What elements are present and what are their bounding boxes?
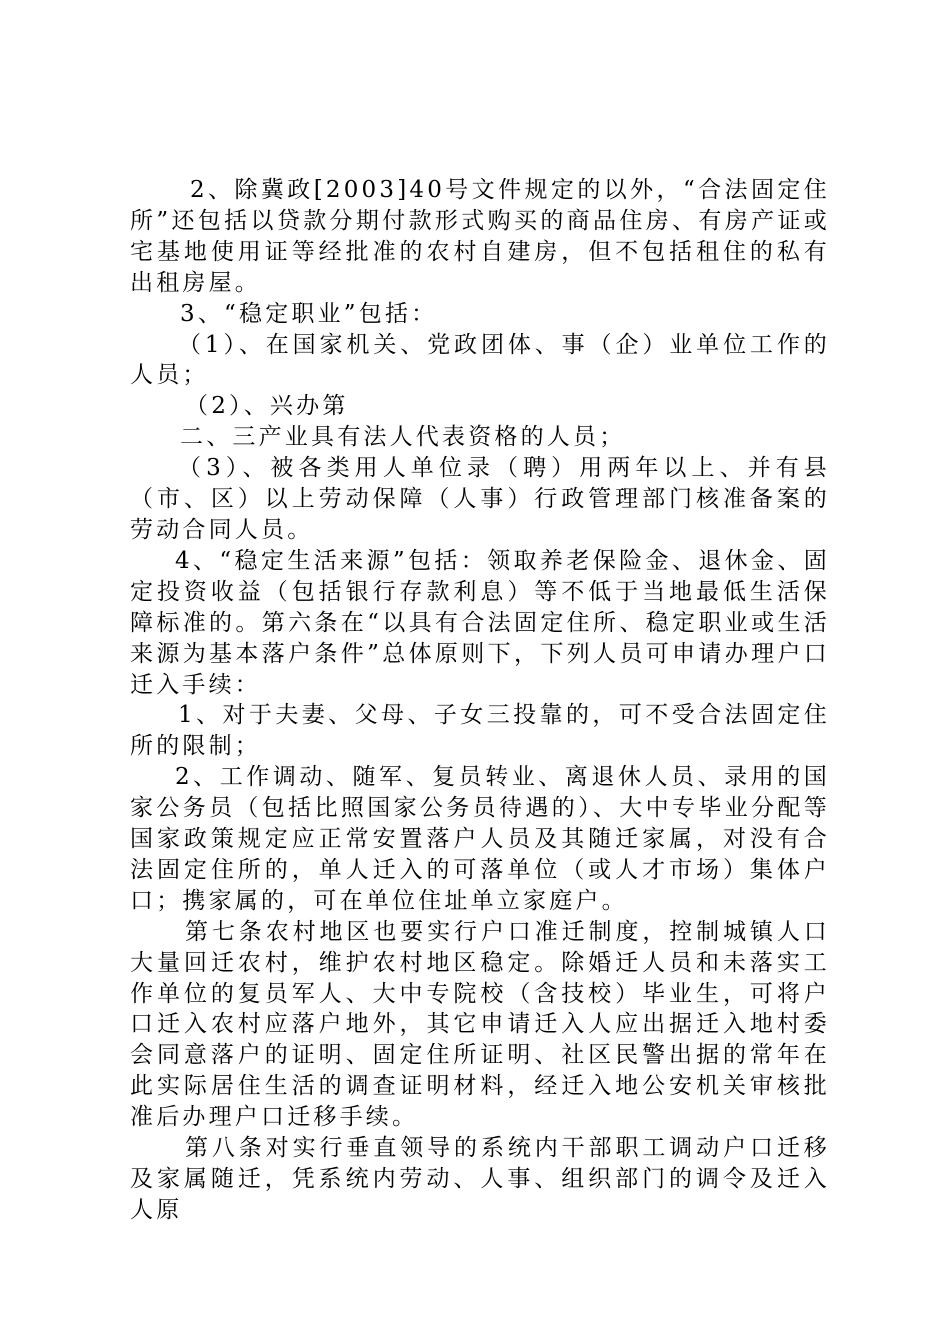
paragraph-stable-job-heading: 3、“稳定职业”包括： xyxy=(180,300,438,327)
paragraph-stable-job-item-2-cont: 二、三产业具有法人代表资格的人员； xyxy=(180,424,626,451)
paragraph-article6-item-2: 2、工作调动、随军、复员转业、离退休人员、录用的国家公务员（包括比照国家公务员待遇的）、大中专毕业分配等国家政策规定应正常安置落户人员及其随迁家属，对没有合法固定住所的，单人迁入的可落单位（或人才市场）集体户口；携家属的，可在单位住址单立家庭户。 xyxy=(130,764,830,914)
paragraph-stable-job-item-1: （1）、在国家机关、党政团体、事（企）业单位工作的人员； xyxy=(130,331,830,389)
paragraph-article7: 第七条农村地区也要实行户口准迁制度，控制城镇人口大量回迁农村，维护农村地区稳定。除婚迁人员和未落实工作单位的复员军人、大中专院校（含技校）毕业生，可将户口迁入农村应落户地外，其它申请迁入人应出据迁入地村委会同意落户的证明、固定住所证明、社区民警出据的常年在此实际居住生活的调查证明材料，经迁入地公安机关审核批准后办理户口迁移手续。 xyxy=(130,918,830,1131)
paragraph-article6-item-1: 1、对于夫妻、父母、子女三投靠的，可不受合法固定住所的限制； xyxy=(130,702,830,760)
paragraph-stable-income: 4、“稳定生活来源”包括：领取养老保险金、退休金、固定投资收益（包括银行存款利息）等不低于当地最低生活保障标准的。第六条在“以具有合法固定住所、稳定职业或生活来源为基本落户条件”总体原则下，下列人员可申请办理户口迁入手续： xyxy=(130,547,830,698)
paragraph-stable-job-item-2: （2）、兴办第 xyxy=(185,393,349,420)
paragraph-stable-job-item-3: （3）、被各类用人单位录（聘）用两年以上、并有县（市、区）以上劳动保障（人事）行政管理部门核准备案的劳动合同人员。 xyxy=(130,455,830,543)
paragraph-article8: 第八条对实行垂直领导的系统内干部职工调动户口迁移及家属随迁，凭系统内劳动、人事、组织部门的调令及迁入人原 xyxy=(130,1135,830,1223)
document-body xyxy=(130,175,830,1226)
paragraph-legal-residence: 2、除冀政[2003]40号文件规定的以外，“合法固定住所”还包括以贷款分期付款形式购买的商品住房、有房产证或宅基地使用证等经批准的农村自建房，但不包括租住的私有出租房屋。 xyxy=(130,177,830,296)
